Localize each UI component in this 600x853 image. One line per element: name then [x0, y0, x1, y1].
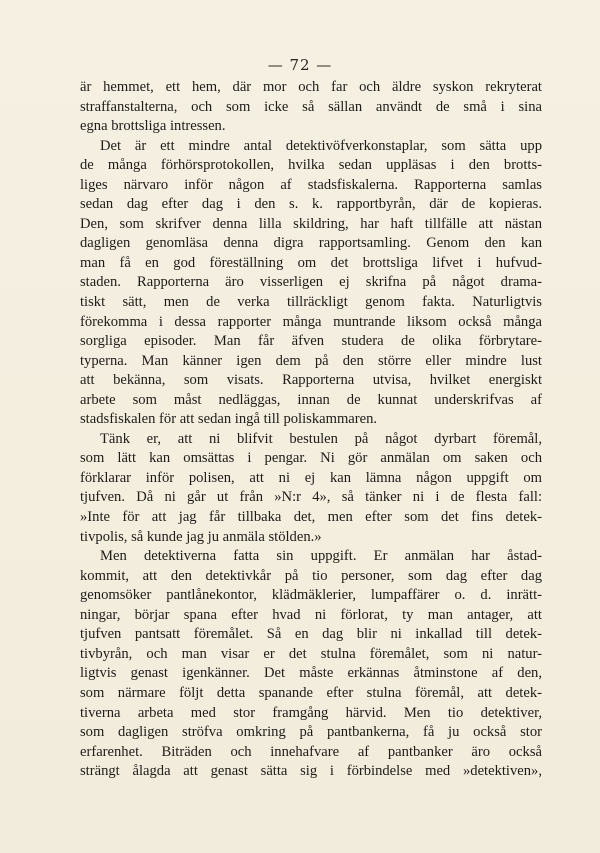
text-line: som lätt kan omsättas i pengar. Ni gör anmälan om saken och [80, 450, 542, 467]
text-line: man få en god föreställning om det brottsliga lifvet i hufvud- [80, 254, 542, 271]
text-line: som närmare följt detta spanande efter stulna föremål, att detek- [80, 684, 542, 701]
text-line: är hemmet, ett hem, där mor och far och äldre syskon rekryterat [80, 79, 542, 95]
text-line: straffanstalterna, och som icke så sällan användt de små i sina [80, 98, 542, 115]
text-line: strängt ålagda att genast sätta sig i förbindelse med »detektiven», [80, 763, 542, 780]
body-text [80, 78, 542, 782]
text-line: »Inte för att jag får tillbaka det, men efter som det fins detek- [80, 509, 542, 526]
text-line: ningar, börjar spana efter hvad ni förlorat, ty man antager, att [80, 606, 542, 623]
text-line: egna brottsliga intressen. [80, 118, 226, 135]
text-line: de många förhörsprotokollen, hvilka sedan uppläsas i den brotts- [80, 157, 542, 174]
paragraph [80, 430, 542, 547]
text-line: genomsöker pantlånekontor, klädmäklerier, lumpaffärer o. d. inrätt- [80, 587, 542, 604]
text-line: ligtvis genast igenkänner. Det måste erkännas åtminstone af den, [80, 665, 542, 682]
text-line: stadsfiskalen för att sedan ingå till poliskammaren. [80, 411, 378, 428]
text-line: Den, som skrifver denna lilla skildring, har haft tillfälle att nästan [80, 215, 542, 232]
text-line: tivpolis, så kunde jag ju anmäla stölden.» [80, 528, 322, 545]
text-line: tivbyrån, och man visar er det stulna föremålet, som ni natur- [80, 645, 542, 662]
text-line: arbete som måst nedläggas, innan de kunnat underskrifvas af [80, 391, 542, 408]
text-line: typerna. Man känner igen dem på den större eller mindre lust [80, 352, 542, 369]
text-line: tjufven. Då ni går ut från »N:r 4», så tänker ni i de flesta fall: [80, 489, 542, 506]
page-number: — 72 — [267, 56, 333, 74]
text-line: tiverna arbeta med stor framgång härvid. Men tio detektiver, [80, 704, 542, 721]
text-line: att bekänna, som visats. Rapporterna utvisa, hvilket energiskt [80, 372, 542, 389]
paragraph [80, 137, 542, 430]
text-line: kommit, att den detektivkår på tio personer, som dag efter dag [80, 567, 542, 584]
text-line: Men detektiverna fatta sin uppgift. Er anmälan har åstad- [100, 548, 542, 565]
paragraph [80, 78, 542, 137]
text-line: sedan dag efter dag i den s. k. rapportbyrån, där de kopieras. [80, 196, 542, 213]
text-line: liges närvaro inför någon af stadsfiskalerna. Rapporterna samlas [80, 176, 542, 193]
text-line: tiskt sätt, men de verka tillräckligt genom fakta. Naturligtvis [80, 294, 542, 311]
text-line: Tänk er, att ni blifvit bestulen på något dyrbart föremål, [100, 430, 542, 447]
text-line: sorgliga episoder. Man får äfven studera de olika förbrytare- [80, 333, 542, 350]
text-line: tjufven pantsatt föremålet. Så en dag blir ni inkallad till detek- [80, 626, 542, 643]
text-line: Det är ett mindre antal detektivöfverkonstaplar, som sätta upp [100, 137, 542, 154]
text-line: som dagligen ströfva omkring på pantbankerna, få ju också stor [80, 724, 542, 741]
paragraph [80, 547, 542, 782]
text-line: erfarenhet. Biträden och innehafvare af pantbanker äro också [80, 743, 542, 760]
text-line: dagligen genomläsa denna digra rapportsamling. Genom den kan [80, 235, 542, 252]
text-line: förklarar inför polisen, att ni ej kan lämna någon uppgift om [80, 469, 542, 486]
text-line: förekomma i dessa rapporter många muntrande liksom också många [80, 313, 542, 330]
text-line: staden. Rapporterna äro visserligen ej skrifna på något drama- [80, 274, 542, 291]
